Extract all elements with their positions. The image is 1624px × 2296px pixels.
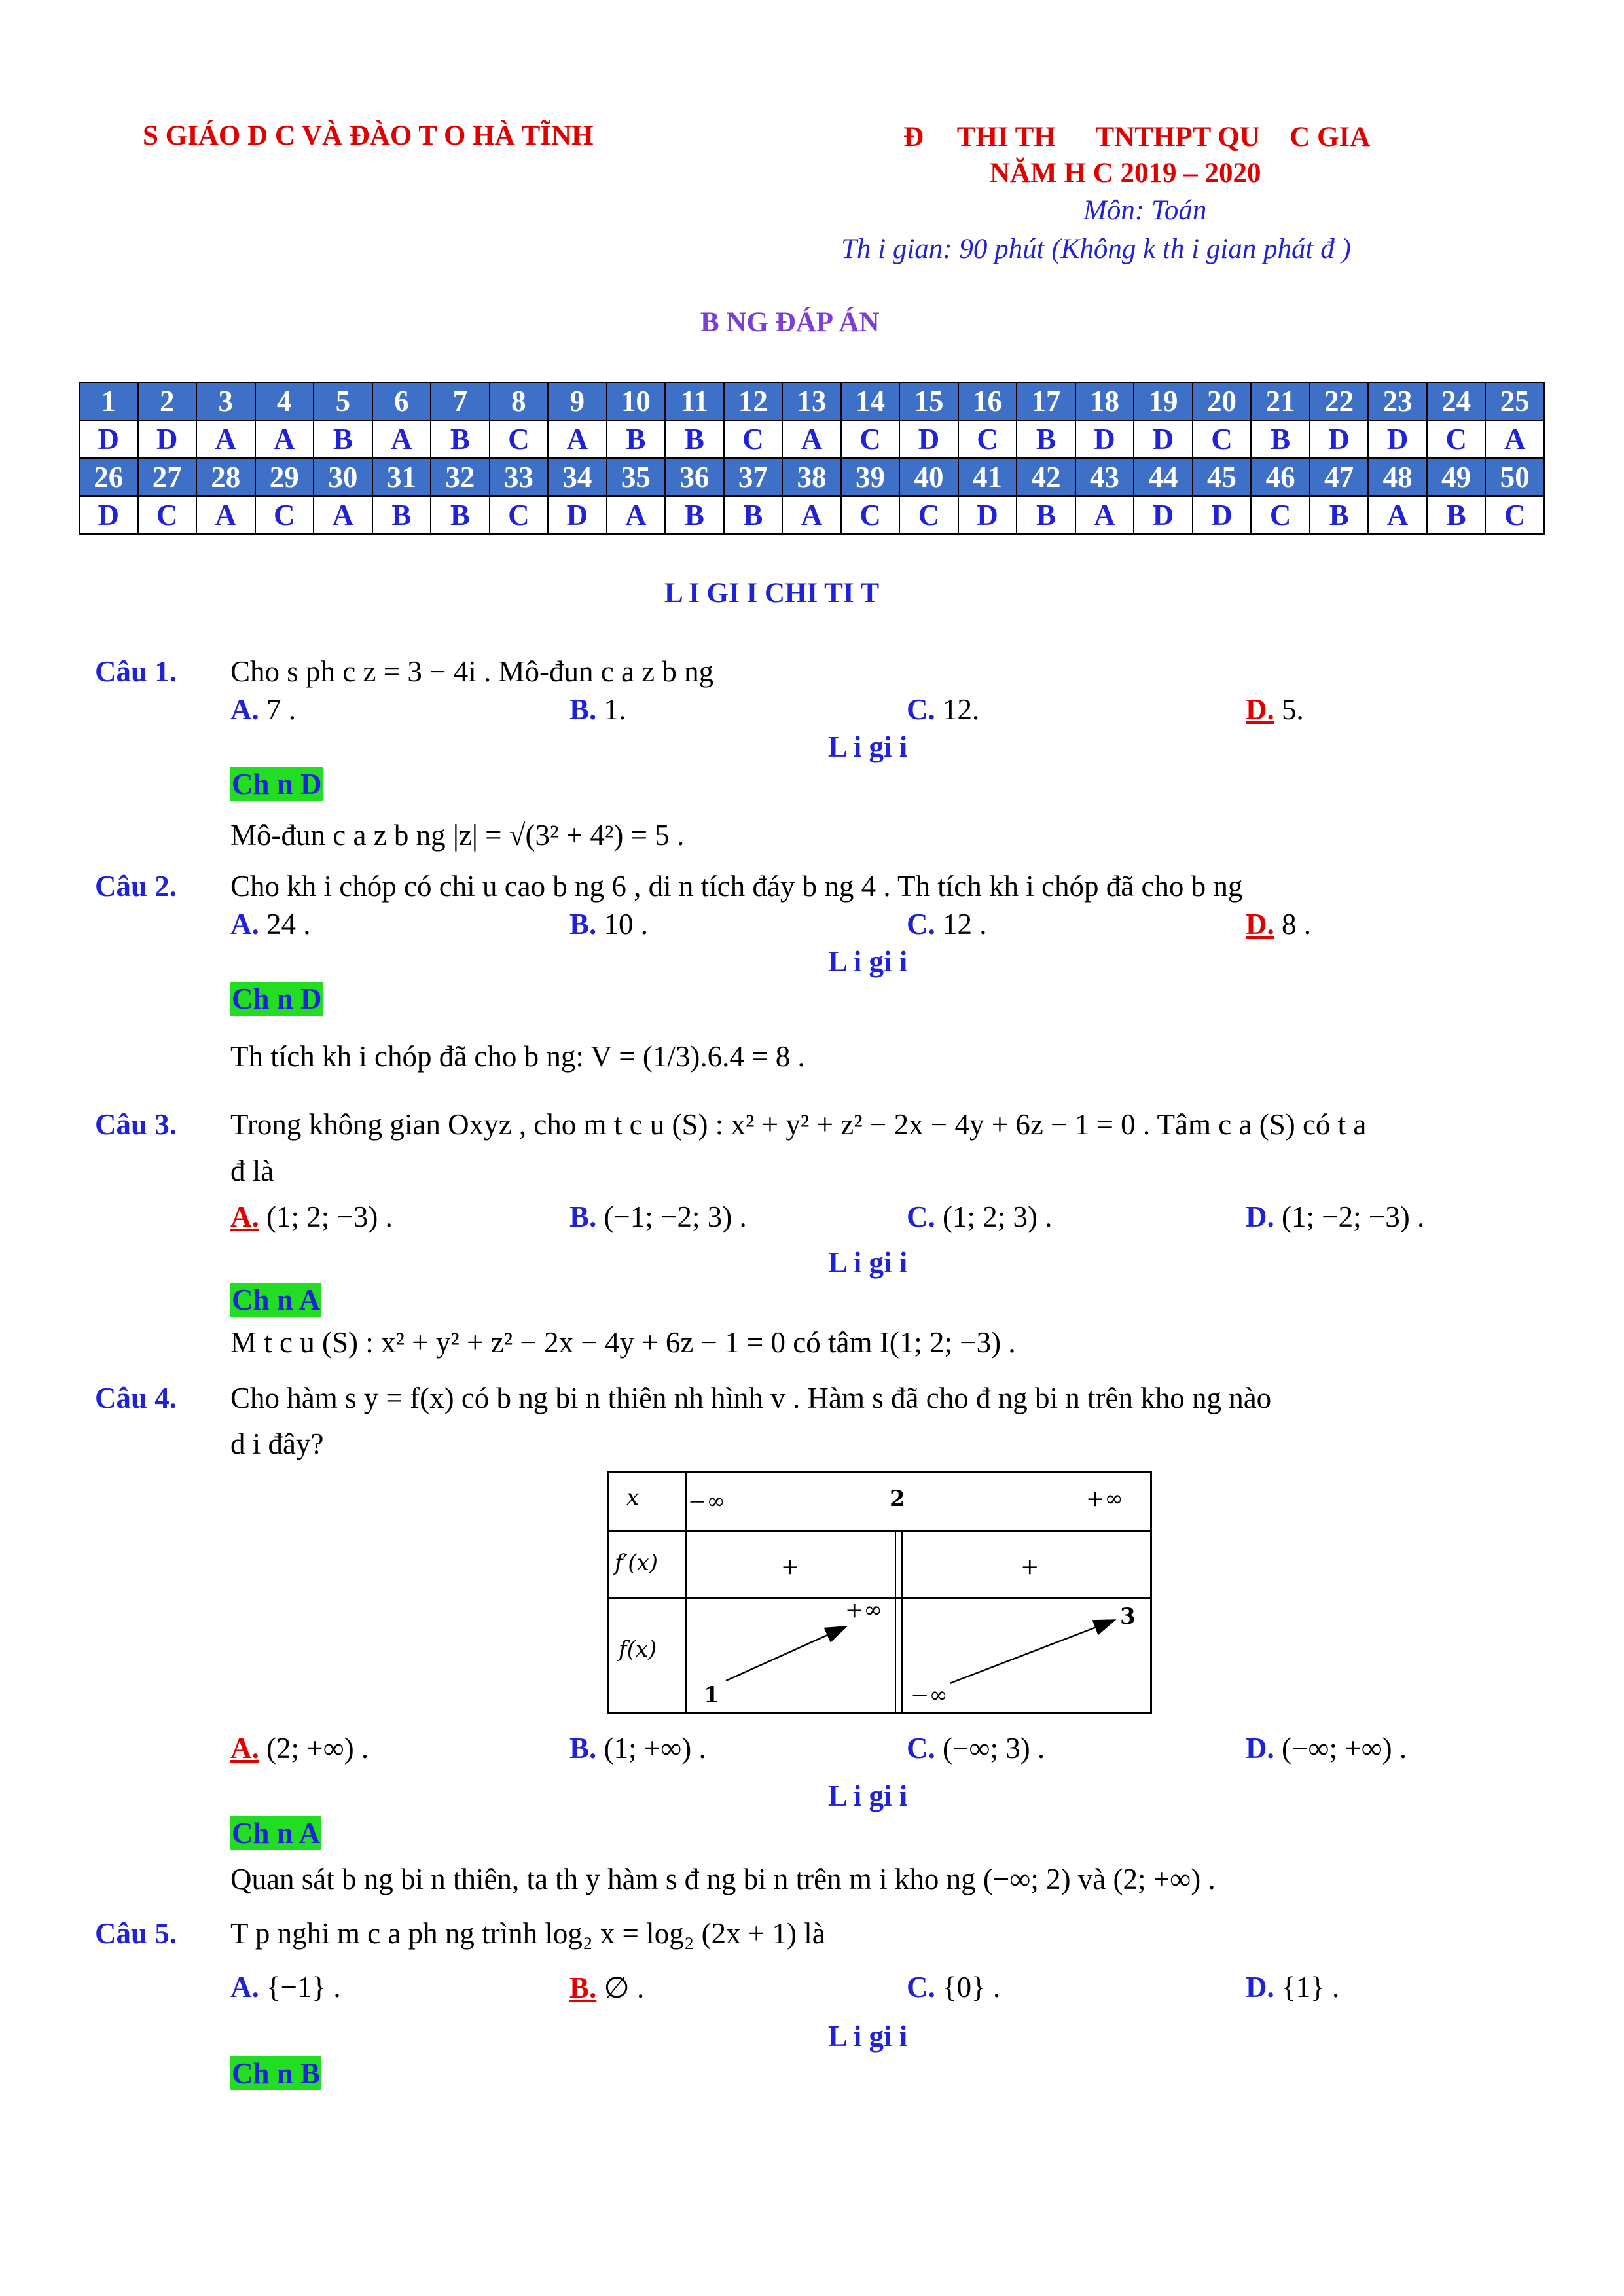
answer-letter-cell: A <box>196 496 255 534</box>
option-c: C. 12. <box>907 693 980 726</box>
answer-letter-cell: B <box>665 420 724 458</box>
answer-number-cell: 48 <box>1368 458 1427 496</box>
explanation: Mô-đun c a z b ng |z| = √(3² + 4²) = 5 . <box>230 819 685 852</box>
vt-f-end: 3 <box>1120 1604 1136 1630</box>
exam-title-line1: Đ THI TH TNTHPT QU C GIA <box>903 122 1371 152</box>
answer-letter-cell: B <box>1017 496 1075 534</box>
vt-f-label: f(x) <box>619 1636 657 1662</box>
answer-key-title: B NG ĐÁP ÁN <box>700 307 880 338</box>
answer-number-cell: 49 <box>1427 458 1486 496</box>
option-c: C. {0} . <box>907 1971 1001 2003</box>
answer-letter-cell: B <box>1017 420 1075 458</box>
answer-number-cell: 38 <box>782 458 841 496</box>
vt-arrow-up-1 <box>726 1627 845 1681</box>
answer-number-cell: 23 <box>1368 382 1427 420</box>
answer-letter-cell: D <box>1310 420 1369 458</box>
solution-heading: L i gi i <box>828 2020 908 2053</box>
answer-number-cell: 1 <box>79 382 138 420</box>
chosen-answer: Ch n D <box>232 768 322 800</box>
answer-number-cell: 12 <box>724 382 783 420</box>
answer-number-cell: 46 <box>1251 458 1310 496</box>
answer-letter-cell: C <box>255 496 314 534</box>
answer-letter-cell: D <box>138 420 197 458</box>
answer-number-cell: 39 <box>841 458 900 496</box>
question-stem-cont: d i đây? <box>230 1427 324 1460</box>
answer-number-cell: 35 <box>607 458 666 496</box>
explanation: Quan sát b ng bi n thiên, ta th y hàm s đ ng bi n trên m i kho ng (−∞; 2) và (2; +∞) . <box>230 1863 1216 1895</box>
solution-heading: L i gi i <box>828 1780 908 1812</box>
option-b: B. (1; +∞) . <box>569 1732 706 1765</box>
question-label: Câu 3. <box>95 1108 177 1141</box>
answer-number-cell: 3 <box>196 382 255 420</box>
answer-number-cell: 36 <box>665 458 724 496</box>
answer-row-letters-1 <box>79 420 1544 458</box>
answer-number-cell: 13 <box>782 382 841 420</box>
answer-number-cell: 15 <box>899 382 958 420</box>
answer-number-cell: 31 <box>372 458 431 496</box>
vt-fprime-sign-2: + <box>1020 1554 1039 1580</box>
option-b: B. (−1; −2; 3) . <box>569 1200 747 1233</box>
answer-letter-cell: B <box>431 496 490 534</box>
answer-letter-cell: B <box>1310 496 1369 534</box>
answer-number-cell: 2 <box>138 382 197 420</box>
answer-letter-cell: A <box>372 420 431 458</box>
vt-arrows <box>609 1473 1154 1716</box>
answer-number-cell: 7 <box>431 382 490 420</box>
answer-number-cell: 5 <box>314 382 372 420</box>
exam-time: Th i gian: 90 phút (Không k th i gian phát đ ) <box>841 234 1351 264</box>
question-label: Câu 2. <box>95 870 177 903</box>
answer-letter-cell: A <box>607 496 666 534</box>
answer-letter-cell: B <box>665 496 724 534</box>
answer-number-cell: 28 <box>196 458 255 496</box>
answer-number-cell: 40 <box>899 458 958 496</box>
answer-key-table <box>79 382 1545 535</box>
answer-letter-cell: A <box>782 420 841 458</box>
vt-x-two: 2 <box>890 1486 905 1512</box>
vt-x-pos-inf: +∞ <box>1086 1486 1123 1512</box>
option-b: B. 1. <box>569 693 626 726</box>
option-a: A. {−1} . <box>230 1971 341 2003</box>
question-stem: Trong không gian Oxyz , cho m t c u (S) : x² + y² + z² − 2x − 4y + 6z − 1 = 0 . Tâm c a (S) có t a <box>230 1108 1367 1141</box>
answer-letter-cell: C <box>841 496 900 534</box>
answer-letter-cell: A <box>1075 496 1134 534</box>
explanation: Th tích kh i chóp đã cho b ng: V = (1/3).6.4 = 8 . <box>230 1040 805 1073</box>
answer-number-cell: 21 <box>1251 382 1310 420</box>
question-stem: T p nghi m c a ph ng trình log₂ x = log₂ (2x + 1) là <box>230 1917 825 1950</box>
answer-letter-cell: A <box>255 420 314 458</box>
option-a: A. 24 . <box>230 908 311 941</box>
answer-row-numbers-1 <box>79 382 1544 420</box>
option-b: B. ∅ . <box>569 1971 645 2004</box>
vt-f-pos-inf: +∞ <box>845 1597 882 1623</box>
answer-number-cell: 18 <box>1075 382 1134 420</box>
answer-letter-cell: C <box>1193 420 1252 458</box>
answer-letter-cell: C <box>490 496 549 534</box>
answer-number-cell: 8 <box>490 382 549 420</box>
answer-number-cell: 22 <box>1310 382 1369 420</box>
answer-number-cell: 44 <box>1134 458 1193 496</box>
question-stem-cont: đ là <box>230 1155 274 1187</box>
variation-table <box>607 1471 1152 1714</box>
answer-number-cell: 9 <box>548 382 607 420</box>
solution-heading: L i gi i <box>828 1246 908 1279</box>
answer-letter-cell: B <box>314 420 372 458</box>
solution-heading: L i gi i <box>828 945 908 978</box>
option-c: C. (−∞; 3) . <box>907 1732 1045 1765</box>
answer-letter-cell: D <box>1134 496 1193 534</box>
answer-row-numbers-2 <box>79 458 1544 496</box>
answer-number-cell: 43 <box>1075 458 1134 496</box>
answer-number-cell: 27 <box>138 458 197 496</box>
question-stem: Cho kh i chóp có chi u cao b ng 6 , di n tích đáy b ng 4 . Th tích kh i chóp đã cho b ng <box>230 870 1243 903</box>
answer-letter-cell: B <box>1427 496 1486 534</box>
answer-number-cell: 16 <box>958 382 1017 420</box>
answer-letter-cell: D <box>1134 420 1193 458</box>
answer-number-cell: 14 <box>841 382 900 420</box>
answer-number-cell: 41 <box>958 458 1017 496</box>
question-label: Câu 1. <box>95 655 177 688</box>
solution-heading: L i gi i <box>828 730 908 763</box>
answer-letter-cell: D <box>958 496 1017 534</box>
vt-f-start: 1 <box>704 1682 719 1708</box>
option-c: C. (1; 2; 3) . <box>907 1200 1053 1233</box>
answer-letter-cell: D <box>79 496 138 534</box>
option-d: D. (−∞; +∞) . <box>1246 1732 1407 1765</box>
answer-letter-cell: B <box>431 420 490 458</box>
option-a: A. (2; +∞) . <box>230 1732 369 1765</box>
answer-number-cell: 17 <box>1017 382 1075 420</box>
answer-letter-cell: D <box>1193 496 1252 534</box>
answer-letter-cell: D <box>1075 420 1134 458</box>
answer-letter-cell: D <box>79 420 138 458</box>
question-stem: Cho s ph c z = 3 − 4i . Mô-đun c a z b ng <box>230 655 714 688</box>
answer-number-cell: 45 <box>1193 458 1252 496</box>
answer-letter-cell: C <box>958 420 1017 458</box>
answer-letter-cell: A <box>782 496 841 534</box>
question-stem: Cho hàm s y = f(x) có b ng bi n thiên nh hình v . Hàm s đã cho đ ng bi n trên kho ng nào <box>230 1382 1272 1414</box>
answer-letter-cell: A <box>1368 496 1427 534</box>
option-c: C. 12 . <box>907 908 987 941</box>
answer-number-cell: 24 <box>1427 382 1486 420</box>
answer-letter-cell: A <box>548 420 607 458</box>
answer-row-letters-2 <box>79 496 1544 534</box>
chosen-answer: Ch n B <box>232 2057 321 2090</box>
answer-letter-cell: C <box>1485 496 1544 534</box>
answer-number-cell: 33 <box>490 458 549 496</box>
answer-letter-cell: C <box>1427 420 1486 458</box>
department-name: S GIÁO D C VÀ ĐÀO T O HÀ TĨNH <box>143 120 594 151</box>
vt-fprime-label: f′(x) <box>615 1550 659 1576</box>
chosen-answer: Ch n D <box>232 982 322 1015</box>
answer-number-cell: 42 <box>1017 458 1075 496</box>
answer-number-cell: 50 <box>1485 458 1544 496</box>
option-b: B. 10 . <box>569 908 649 941</box>
question-label: Câu 4. <box>95 1382 177 1414</box>
answer-letter-cell: C <box>490 420 549 458</box>
answer-number-cell: 19 <box>1134 382 1193 420</box>
answer-letter-cell: C <box>1251 496 1310 534</box>
vt-x-label: x <box>626 1484 640 1511</box>
option-a: A. 7 . <box>230 693 296 726</box>
answer-letter-cell: B <box>372 496 431 534</box>
answer-letter-cell: B <box>724 496 783 534</box>
answer-letter-cell: B <box>607 420 666 458</box>
chosen-answer: Ch n A <box>232 1817 321 1850</box>
answer-number-cell: 34 <box>548 458 607 496</box>
answer-letter-cell: D <box>548 496 607 534</box>
answer-letter-cell: B <box>1251 420 1310 458</box>
answer-letter-cell: C <box>138 496 197 534</box>
answer-letter-cell: D <box>1368 420 1427 458</box>
answer-letter-cell: C <box>841 420 900 458</box>
answer-number-cell: 11 <box>665 382 724 420</box>
answer-letter-cell: A <box>196 420 255 458</box>
option-d: D. 8 . <box>1246 908 1311 941</box>
answer-letter-cell: A <box>314 496 372 534</box>
exam-year: NĂM H C 2019 – 2020 <box>990 158 1261 188</box>
option-d: D. 5. <box>1246 693 1304 726</box>
option-a: A. (1; 2; −3) . <box>230 1200 393 1233</box>
option-d: D. (1; −2; −3) . <box>1246 1200 1425 1233</box>
answer-letter-cell: C <box>899 496 958 534</box>
answer-letter-cell: C <box>724 420 783 458</box>
answer-number-cell: 10 <box>607 382 666 420</box>
option-d: D. {1} . <box>1246 1971 1340 2003</box>
exam-subject: Môn: Toán <box>1083 195 1207 226</box>
solutions-title: L I GI I CHI TI T <box>664 578 880 609</box>
answer-number-cell: 4 <box>255 382 314 420</box>
answer-number-cell: 37 <box>724 458 783 496</box>
answer-letter-cell: D <box>899 420 958 458</box>
answer-number-cell: 29 <box>255 458 314 496</box>
answer-number-cell: 6 <box>372 382 431 420</box>
answer-number-cell: 26 <box>79 458 138 496</box>
vt-fprime-sign-1: + <box>781 1554 800 1580</box>
answer-number-cell: 32 <box>431 458 490 496</box>
vt-f-neg-inf: −∞ <box>911 1682 948 1708</box>
answer-letter-cell: A <box>1485 420 1544 458</box>
chosen-answer: Ch n A <box>232 1283 321 1316</box>
question-label: Câu 5. <box>95 1917 177 1950</box>
answer-number-cell: 30 <box>314 458 372 496</box>
answer-number-cell: 47 <box>1310 458 1369 496</box>
vt-arrow-up-2 <box>950 1621 1113 1683</box>
vt-x-neg-inf: −∞ <box>688 1488 725 1515</box>
explanation: M t c u (S) : x² + y² + z² − 2x − 4y + 6z − 1 = 0 có tâm I(1; 2; −3) . <box>230 1326 1016 1359</box>
answer-number-cell: 20 <box>1193 382 1252 420</box>
answer-number-cell: 25 <box>1485 382 1544 420</box>
